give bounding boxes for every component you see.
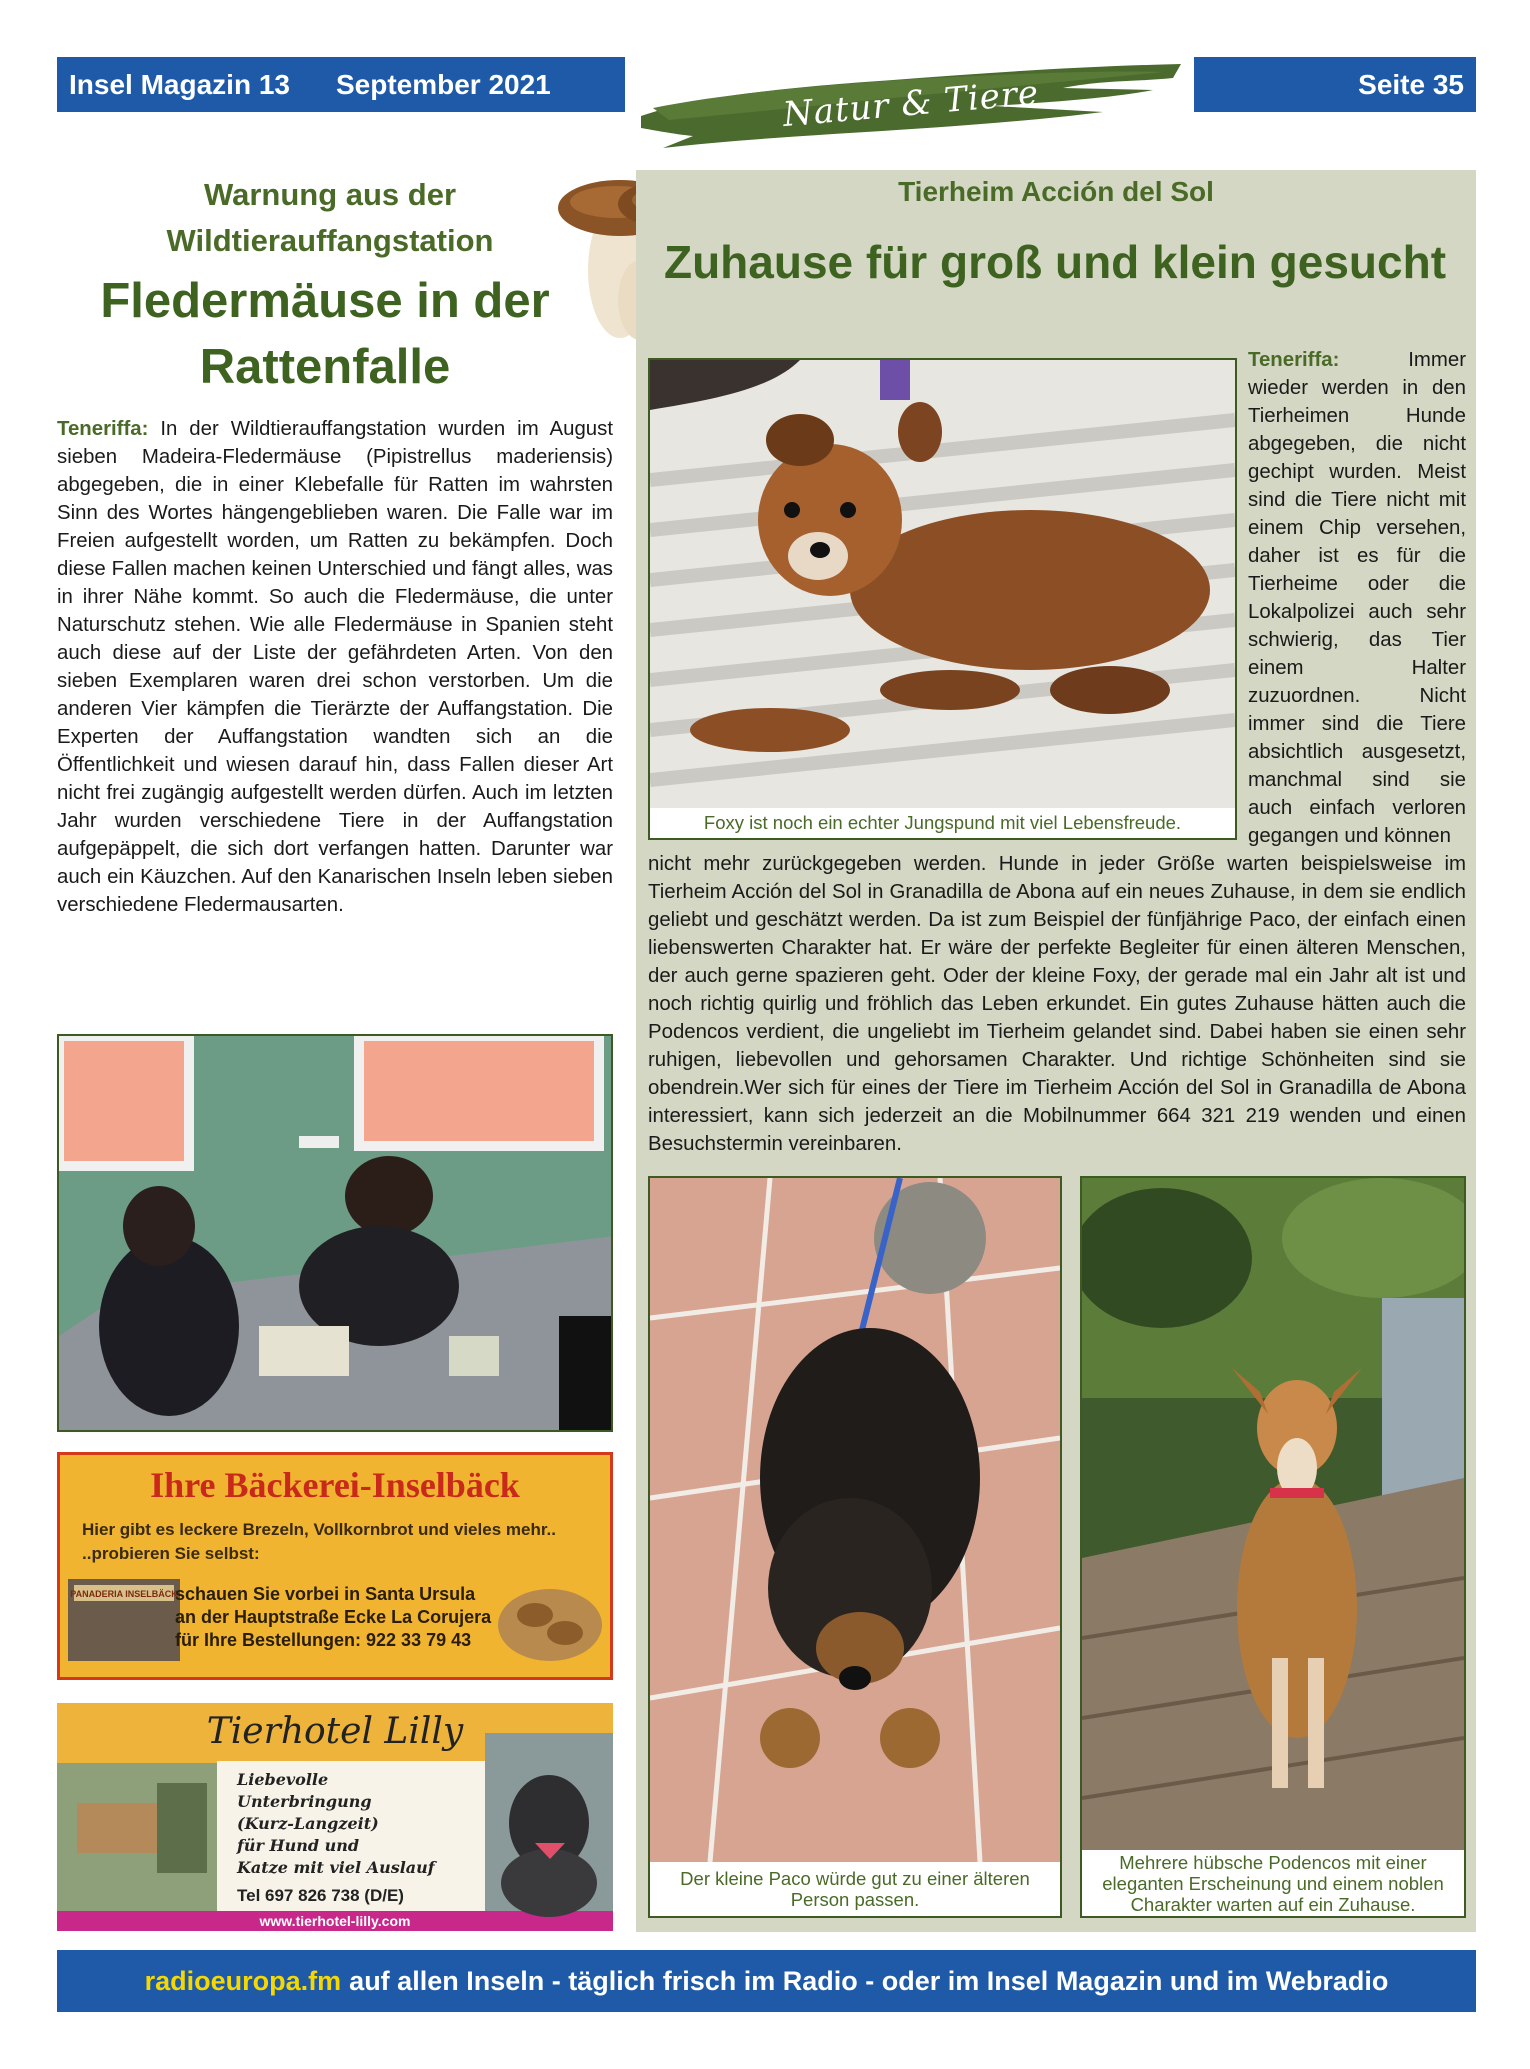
foxy-caption: Foxy ist noch ein echter Jungspund mit viel Lebensfreude. (650, 808, 1235, 838)
section-banner (633, 58, 1189, 150)
photo-illustration (1082, 1178, 1464, 1850)
tierhotel-ad-title: Tierhotel Lilly (206, 1711, 464, 1752)
bakery-ad-title: Ihre Bäckerei-Inselbäck (150, 1465, 520, 1505)
tierhotel-ad-line3: (Kurz-Langzeit) (237, 1814, 379, 1833)
magazine-name: Insel Magazin 13 (69, 68, 290, 100)
tierhotel-advertisement[interactable] (57, 1703, 613, 1931)
tierhotel-ad-line5: Katze mit viel Auslauf (237, 1858, 435, 1877)
paco-photo (648, 1176, 1062, 1918)
right-article-body-full: nicht mehr zurückgegeben werden. Hunde in jeder Größe warten beispielsweise im Tierheim Acción del Sol in Granadilla de Abona auf ein neues Zuhause, in dem sie endlich geliebt und geschätzt werden. Da ist zum Beispiel der fünfjährige Paco, der einfach einen liebenswerten Charakter hat. Er wäre der perfekte Begleiter für einen älteren Menschen, der auch gerne spazieren geht. Oder der kleine Foxy, der gerade mal ein Jahr alt ist und noch richtig quirlig und fröhlich das Leben erkundet. Ein gutes Zuhause hätten auch die Podencos verdient, die ungeliebt im Tierheim gelandet sind. Dabei haben sie einen sehr ruhigen, liebevollen und gehorsamen Charakter. Und richtige Schönheiten sind sie obendrein.Wer sich für eines der Tiere im Tierheim Acción del Sol in Granadilla de Abona interessiert, kann sich jederzeit an die Mobilnummer 664 321 219 wenden und einen Besuchstermin vereinbaren. (648, 853, 1466, 1155)
tierhotel-url[interactable]: www.tierhotel-lilly.com (259, 1913, 411, 1929)
bakery-ad-line5: für Ihre Bestellungen: 922 33 79 43 (175, 1630, 472, 1650)
photo-illustration (650, 360, 1235, 808)
photo-illustration (650, 1178, 1060, 1862)
footer-bar (57, 1950, 1476, 2012)
bakery-ad-graphic (60, 1455, 610, 1677)
bakery-ad-line3: schauen Sie vorbei in Santa Ursula (175, 1584, 476, 1604)
left-article-headline: Fledermäuse in der Rattenfalle (100, 274, 550, 394)
bat-rescue-photo (57, 1034, 613, 1432)
tierhotel-ad-graphic (57, 1703, 613, 1931)
bakery-ad-line2: ..probieren Sie selbst: (82, 1544, 260, 1563)
right-article-headline: Zuhause für groß und klein gesucht (663, 236, 1447, 288)
right-location-label: Teneriffa: (1248, 349, 1340, 371)
pretzel-photo (498, 1589, 602, 1661)
footer-website-link[interactable]: radioeuropa.fm (144, 1965, 342, 1996)
bakery-ad-line1: Hier gibt es leckere Brezeln, Vollkornbrot und vieles mehr.. (82, 1520, 556, 1539)
section-title: Natur & Tiere (781, 72, 1041, 136)
tierhotel-ad-line4: für Hund und (237, 1836, 360, 1855)
issue-date: September 2021 (335, 68, 551, 100)
tierhotel-phone: Tel 697 826 738 (D/E) (237, 1886, 404, 1905)
podenco-caption: Mehrere hübsche Podencos mit einer eleganten Erscheinung und einem noblen Charakter warten auf ein Zuhause. (1082, 1850, 1464, 1916)
header-bar-right (1194, 57, 1476, 112)
tierhotel-ad-line2: Unterbringung (237, 1792, 372, 1811)
footer-tagline: auf allen Inseln - täglich frisch im Radio - oder im Insel Magazin und im Webradio (349, 1965, 1389, 1996)
bakery-shop-sign: PANADERIA INSELBÄCK (70, 1589, 178, 1599)
photo-illustration (59, 1036, 613, 1432)
page-number: Seite 35 (1358, 68, 1464, 100)
right-article-kicker: Tierheim Acción del Sol (898, 176, 1214, 207)
podenco-photo (1080, 1176, 1466, 1918)
bakery-advertisement[interactable] (57, 1452, 613, 1680)
bakery-ad-line4: an der Hauptstraße Ecke La Corujera (175, 1607, 492, 1627)
left-article-body (57, 415, 613, 919)
tierhotel-ad-line1: Liebevolle (237, 1770, 329, 1789)
paco-caption: Der kleine Paco würde gut zu einer älteren Person passen. (650, 1862, 1060, 1916)
header-bar-left (57, 57, 625, 112)
left-article-kicker: Warnung aus der Wildtierauffangstation (166, 177, 494, 258)
foxy-photo (648, 358, 1237, 840)
right-article-body-column (1248, 346, 1466, 850)
right-article-text-column: Immer wieder werden in den Tierheimen Hunde abgegeben, die nicht gechipt wurden. Meist sind die Tiere nicht mit einem Chip versehen, daher ist es für die Tierheime oder die Lokalpolizei auch sehr schwierig, das Tier einem Halter zuzuordnen. Nicht immer sind die Tiere absichtlich ausgesetzt, manchmal sind sie auch einfach verloren gegangen und können (1248, 349, 1466, 847)
location-label: Teneriffa: (57, 418, 149, 440)
left-article-text: In der Wildtierauffangstation wurden im August sieben Madeira-Fledermäuse (Pipistrellus maderiensis) abgegeben, die in einer Klebefalle für Ratten im wahrsten Sinn des Wortes hängengeblieben waren. Die Falle war im Freien aufgestellt worden, um Ratten zu bekämpfen. Doch diese Fallen machen keinen Unterschied und fängt alles, was in ihrer Nähe kommt. So auch die Fledermäuse, die unter Naturschutz stehen. Wie alle Fledermäuse in Spanien steht auch diese auf der Liste der gefährdeten Arten. Von den sieben Exemplaren waren drei schon verstorben. Um die anderen Vier kämpfen die Tierärzte der Auffangstation. Die Experten der Auffangstation wandten sich an die Öffentlichkeit und wiesen darauf hin, dass Fallen dieser Art nicht frei zugängig aufgestellt werden dürfen. Auch im letzten Jahr wurden verschiedene Tiere in der Auffangstation aufgepäppelt, die sich dort verfangen hatten. Darunter war auch ein Käuzchen. Auf den Kanarischen Inseln leben sieben verschiedene Fledermausarten. (57, 418, 614, 916)
